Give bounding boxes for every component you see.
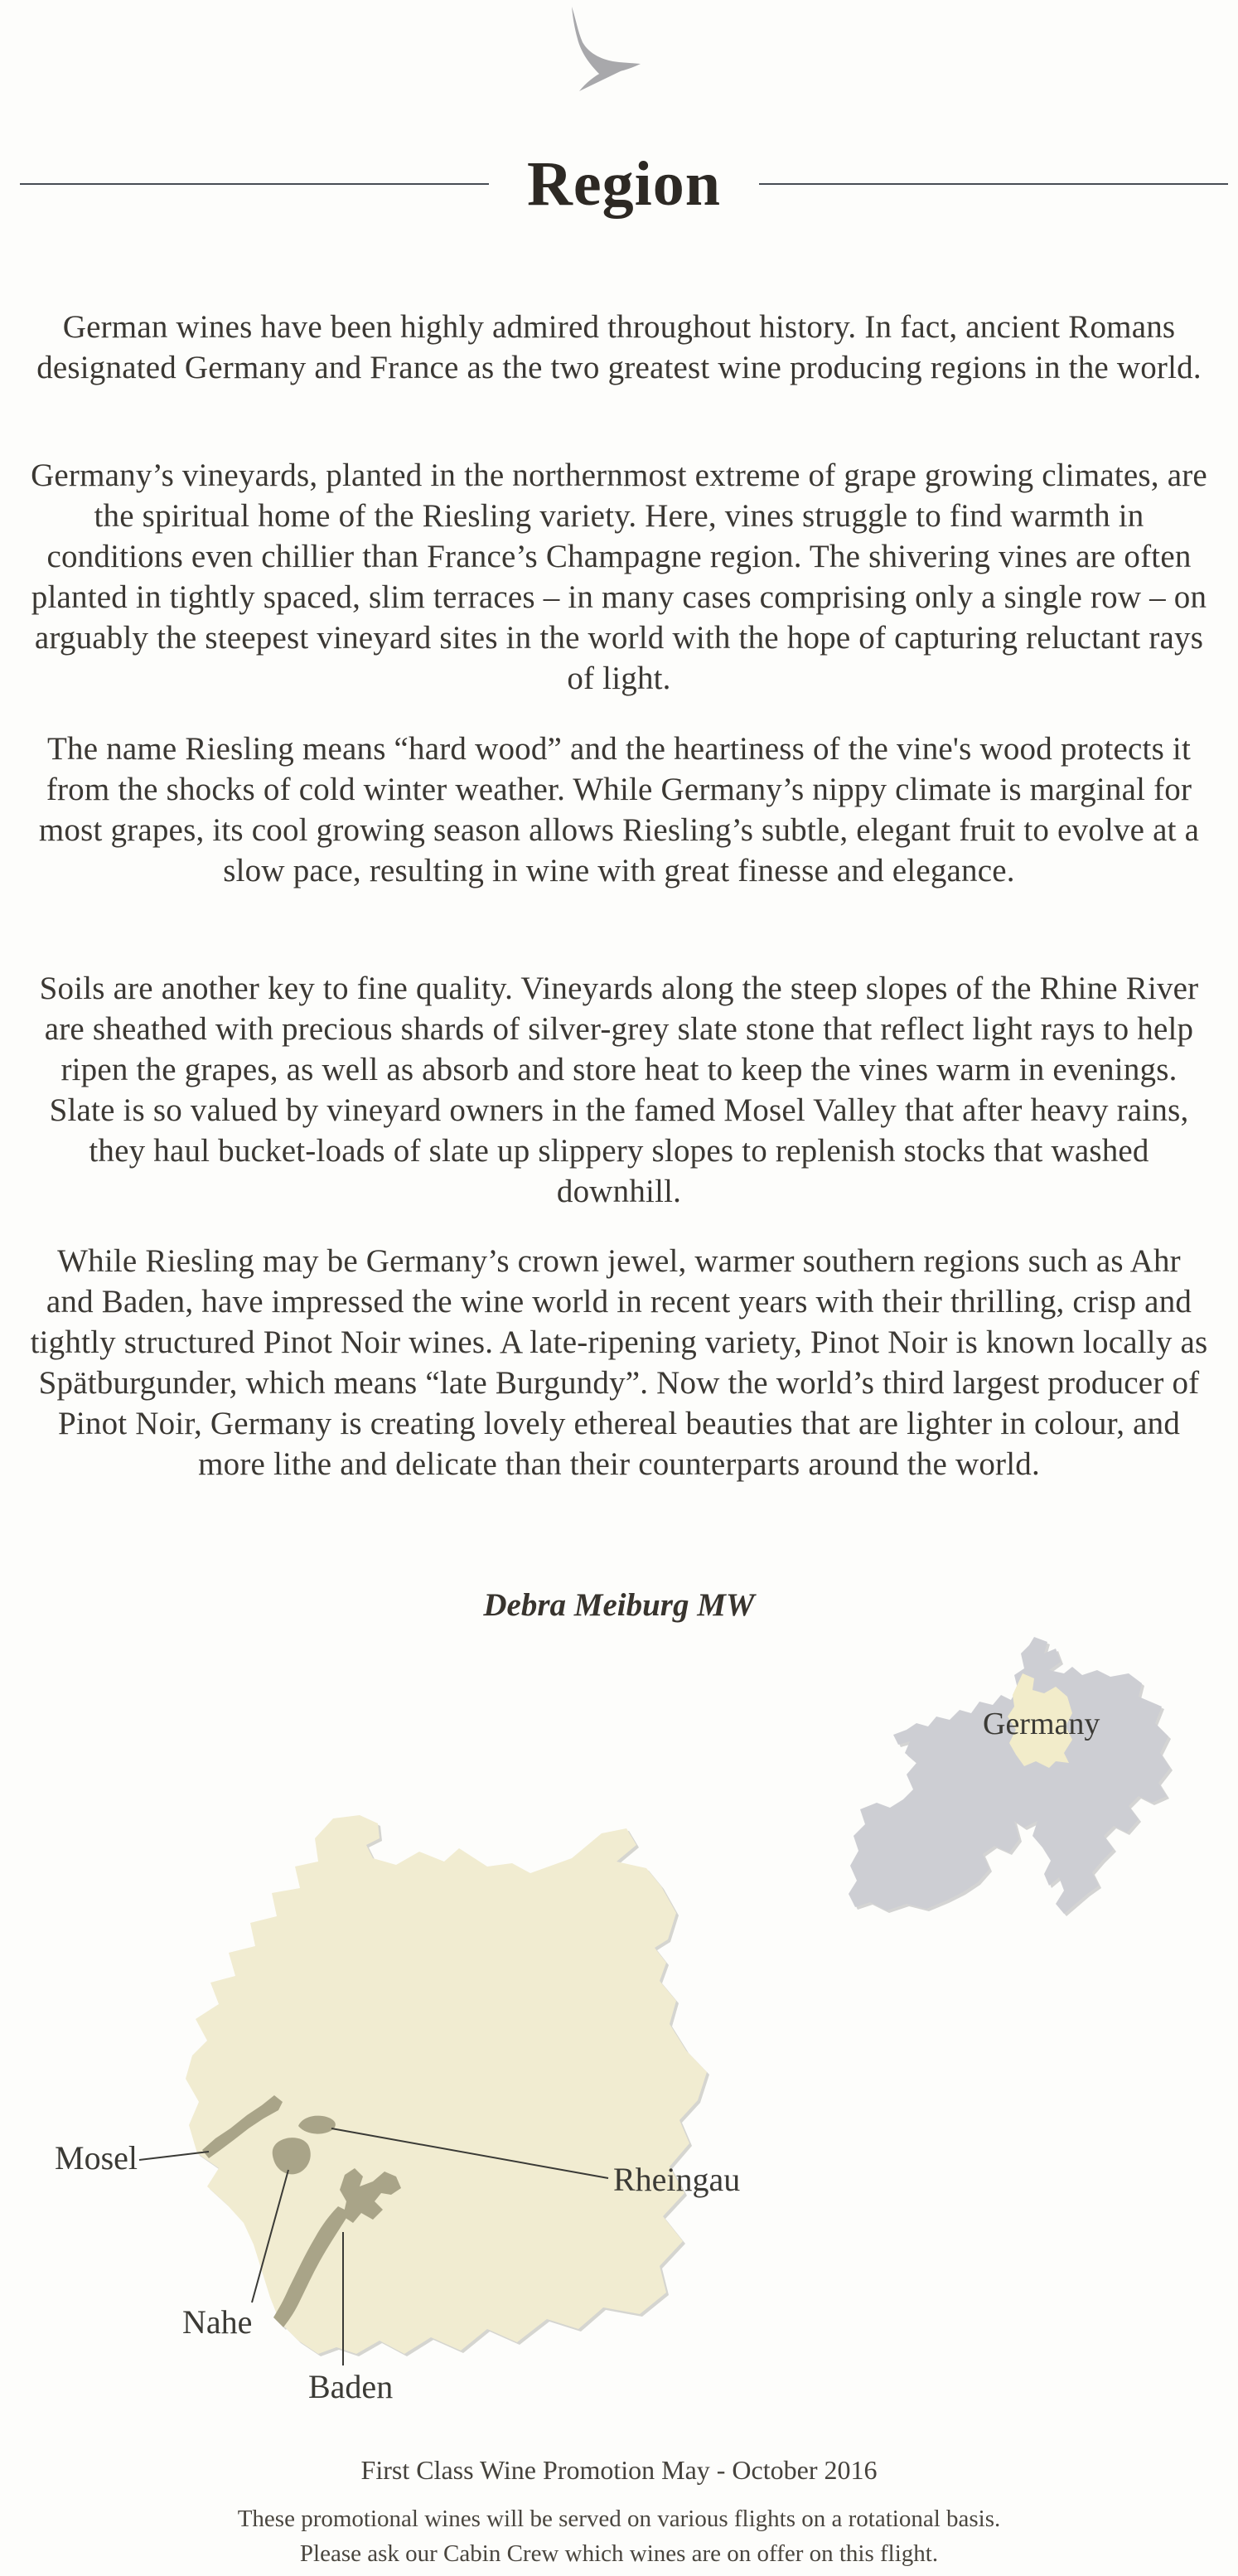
page-title: Region	[527, 149, 721, 219]
promotion-title: First Class Wine Promotion May - October 2016	[360, 2455, 878, 2485]
map-section	[0, 1625, 1238, 2462]
promotion-note-line1: These promotional wines will be served on various flights on a rotational basis.	[237, 2506, 1001, 2532]
title-rule-right	[759, 183, 1228, 185]
paragraph-vineyards: Germany’s vineyards, planted in the northernmost extreme of grape growing climates, are the spiritual home of the Riesling variety. Here, vines struggle to find warmth in conditions even chillier than France’s Champagne region. The shivering vines are often planted in tightly spaced, slim terraces – in many cases comprising only a single row – on arguably the steepest vineyard sites in the world with the hope of capturing reluctant rays of light.	[31, 458, 1207, 696]
title-row	[20, 149, 1228, 219]
promotion-note-line2: Please ask our Cabin Crew which wines are on offer on this flight.	[299, 2540, 939, 2567]
germany-country-map	[186, 1815, 707, 2354]
promotion-note	[0, 2501, 1238, 2571]
brushwing-logo-icon	[569, 6, 644, 94]
baden-label: Baden	[308, 2368, 394, 2405]
europe-inset-map	[849, 1637, 1170, 1914]
paragraph-riesling: The name Riesling means “hard wood” and the heartiness of the vine's wood protects it from the shocks of cold winter weather. While Germany’s nippy climate is marginal for most grapes, its cool growing season allows Riesling’s subtle, elegant fruit to evolve at a slow pace, resulting in wine with great finesse and elegance.	[38, 731, 1200, 889]
rheingau-label: Rheingau	[613, 2161, 741, 2198]
title-rule-left	[20, 183, 489, 185]
mosel-label: Mosel	[55, 2139, 138, 2177]
author-attribution: Debra Meiburg MW	[483, 1587, 755, 1623]
paragraph-pinot-noir: While Riesling may be Germany’s crown jewel, warmer southern regions such as Ahr and Baden, have impressed the wine world in recent years with their thrilling, crisp and tightly structured Pinot Noir wines. A late-ripening variety, Pinot Noir is known locally as Spätburgunder, which means “late Burgundy”. Now the world’s third largest producer of Pinot Noir, Germany is creating lovely ethereal beauties that are lighter in colour, and more lithe and delicate than their counterparts around the world.	[30, 1243, 1208, 1482]
paragraph-soils: Soils are another key to fine quality. Vineyards along the steep slopes of the Rhine River are sheathed with precious shards of silver-grey slate stone that reflect light rays to help ripen the grapes, as well as absorb and store heat to keep the vines warm in evenings. Slate is so valued by vineyard owners in the famed Mosel Valley that after heavy rains, they haul bucket-loads of slate up slippery slopes to replenish stocks that washed downhill.	[39, 971, 1199, 1209]
mosel-callout-line	[139, 2152, 209, 2160]
paragraph-intro: German wines have been highly admired throughout history. In fact, ancient Romans designated Germany and France as the two greatest wine producing regions in the world.	[36, 309, 1202, 385]
europe-germany-label: Germany	[983, 1707, 1100, 1741]
nahe-label: Nahe	[182, 2303, 253, 2341]
